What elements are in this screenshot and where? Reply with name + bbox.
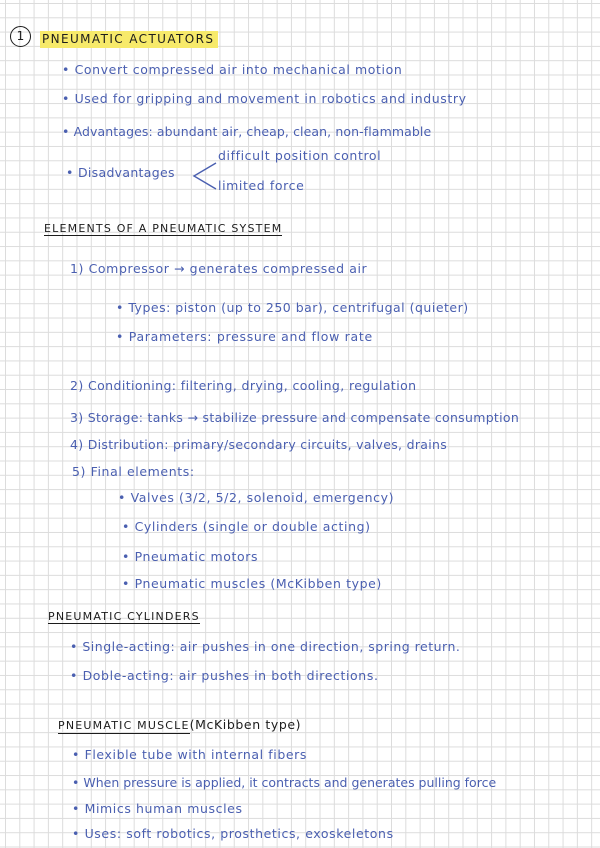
section-number-circle: 1 [10, 26, 31, 47]
bullet-dot: • [62, 62, 70, 77]
intro-text-disadvantages: Disadvantages [77, 165, 175, 180]
cylinder-double-acting [70, 670, 379, 683]
bullet-dot: • [122, 549, 130, 564]
page-title [40, 33, 218, 45]
intro-bullet-used [62, 93, 467, 106]
heading-muscle [58, 719, 301, 732]
final-muscles [122, 578, 382, 591]
muscle-uses [72, 828, 394, 841]
final-motors [122, 551, 258, 564]
bullet-dot: • [122, 576, 130, 591]
element-compressor: 1) Compressor → generates compressed air [70, 261, 368, 276]
bullet-dot: • [70, 639, 78, 654]
element-distribution: 4) Distribution: primary/secondary circuits, valves, drains [70, 437, 448, 452]
muscle-flexible-tube-text: Flexible tube with internal fibers [84, 747, 308, 762]
intro-bullet-convert [62, 64, 402, 77]
bullet-dot: • [72, 801, 80, 816]
element-conditioning: 2) Conditioning: filtering, drying, cooling, regulation [70, 378, 417, 393]
bullet-dot: • [72, 775, 80, 790]
final-motors-text: Pneumatic motors [134, 549, 259, 564]
final-valves-text: Valves (3/2, 5/2, solenoid, emergency) [130, 490, 395, 505]
final-muscles-text: Pneumatic muscles (McKibben type) [134, 576, 382, 591]
muscle-uses-text: Uses: soft robotics, prosthetics, exoskeletons [84, 826, 394, 841]
cylinder-single-text: Single-acting: air pushes in one direction, spring return. [82, 639, 461, 654]
cylinder-single-acting [70, 641, 460, 654]
muscle-mimics [72, 803, 243, 816]
heading-muscle-suffix: (McKibben type) [189, 717, 302, 732]
page-title-highlight: PNEUMATIC ACTUATORS [40, 31, 218, 48]
intro-text-used: Used for gripping and movement in robotics and industry [74, 91, 467, 106]
muscle-contracts-text: When pressure is applied, it contracts and generates pulling force [83, 775, 497, 790]
muscle-mimics-text: Mimics human muscles [84, 801, 243, 816]
bullet-dot: • [72, 747, 80, 762]
heading-muscle-title: PNEUMATIC MUSCLE [58, 719, 190, 732]
bullet-dot: • [116, 300, 124, 315]
bullet-dot: • [116, 329, 125, 344]
muscle-flexible-tube [72, 749, 307, 762]
bullet-dot: • [122, 519, 130, 534]
compressor-types [116, 302, 469, 315]
intro-bullet-disadvantages [66, 167, 175, 180]
bullet-dot: • [66, 165, 74, 180]
cylinder-double-text: Doble-acting: air pushes in both directions. [82, 668, 379, 683]
intro-text-convert: Convert compressed air into mechanical motion [74, 62, 403, 77]
disadvantage-limited-force: limited force [218, 178, 305, 193]
bullet-dot: • [70, 668, 78, 683]
heading-cylinders: PNEUMATIC CYLINDERS [48, 610, 200, 623]
final-cylinders [122, 521, 371, 534]
bullet-dot: • [118, 490, 126, 505]
branch-bracket-icon [190, 160, 218, 192]
final-valves [118, 492, 394, 505]
intro-bullet-advantages [62, 126, 431, 139]
final-cylinders-text: Cylinders (single or double acting) [134, 519, 371, 534]
disadvantage-position-control: difficult position control [218, 148, 382, 163]
compressor-types-text: Types: piston (up to 250 bar), centrifugal (quieter) [128, 300, 469, 315]
muscle-contracts [72, 777, 496, 790]
bullet-dot: • [62, 124, 70, 139]
bullet-dot: • [72, 826, 80, 841]
intro-text-advantages: Advantages: abundant air, cheap, clean, non-flammable [73, 124, 432, 139]
element-final: 5) Final elements: [72, 464, 195, 479]
element-storage: 3) Storage: tanks → stabilize pressure and compensate consumption [70, 410, 520, 425]
bullet-dot: • [62, 91, 70, 106]
compressor-parameters-text: Parameters: pressure and flow rate [128, 329, 373, 344]
compressor-parameters [116, 331, 373, 344]
heading-elements: ELEMENTS OF A PNEUMATIC SYSTEM [44, 222, 283, 235]
